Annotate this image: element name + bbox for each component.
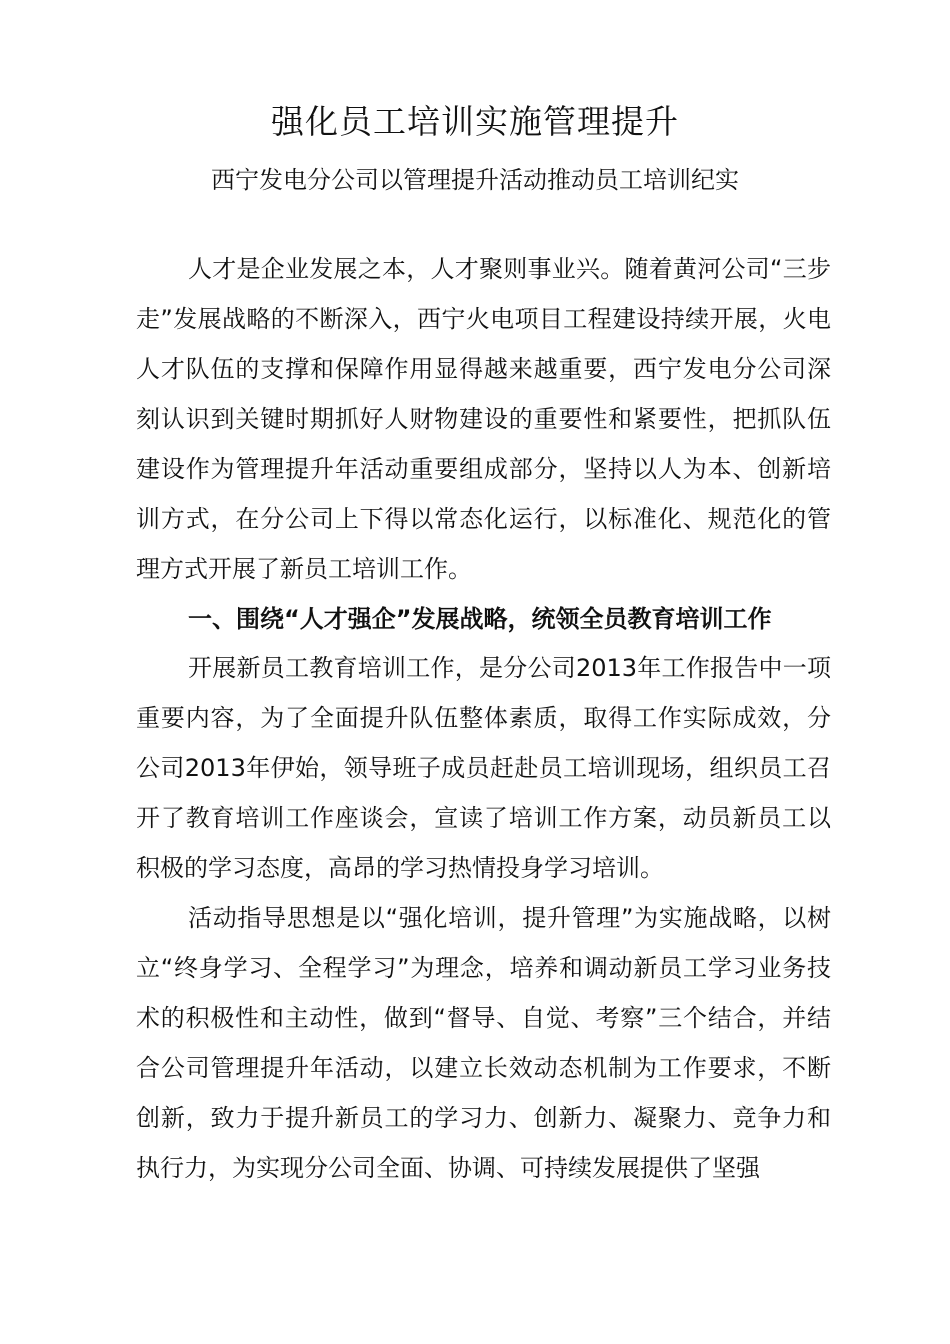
section-heading: 一、围绕“人才强企”发展战略，统领全员教育培训工作 [188,605,772,633]
document-subtitle: 西宁发电分公司以管理提升活动推动员工培训纪实 [211,166,739,194]
document-title: 强化员工培训实施管理提升 [271,102,679,141]
paragraph-training-work: 开展新员工教育培训工作，是分公司2013年工作报告中一项重要内容，为了全面提升队伍整体素质，取得工作实际成效，分公司2013年伊始，领导班子成员赶赴员工培训现场，组织员工召开了教育培训工作座谈会，宣读了培训工作方案，动员新员工以积极的学习态度，高昂的学习热情投身学习培训。 [136,654,831,882]
paragraph-guiding-idea: 活动指导思想是以“强化培训，提升管理”为实施战略，以树立“终身学习、全程学习”为理念，培养和调动新员工学习业务技术的积极性和主动性，做到“督导、自觉、考察”三个结合，并结合公司管理提升年活动，以建立长效动态机制为工作要求，不断创新，致力于提升新员工的学习力、创新力、凝聚力、竞争力和执行力，为实现分公司全面、协调、可持续发展提供了坚强 [136,904,831,1182]
paragraph-intro: 人才是企业发展之本，人才聚则事业兴。随着黄河公司“三步走”发展战略的不断深入，西宁火电项目工程建设持续开展，火电人才队伍的支撑和保障作用显得越来越重要，西宁发电分公司深刻认识到关键时期抓好人财物建设的重要性和紧要性，把抓队伍建设作为管理提升年活动重要组成部分，坚持以人为本、创新培训方式，在分公司上下得以常态化运行，以标准化、规范化的管理方式开展了新员工培训工作。 [136,255,831,583]
